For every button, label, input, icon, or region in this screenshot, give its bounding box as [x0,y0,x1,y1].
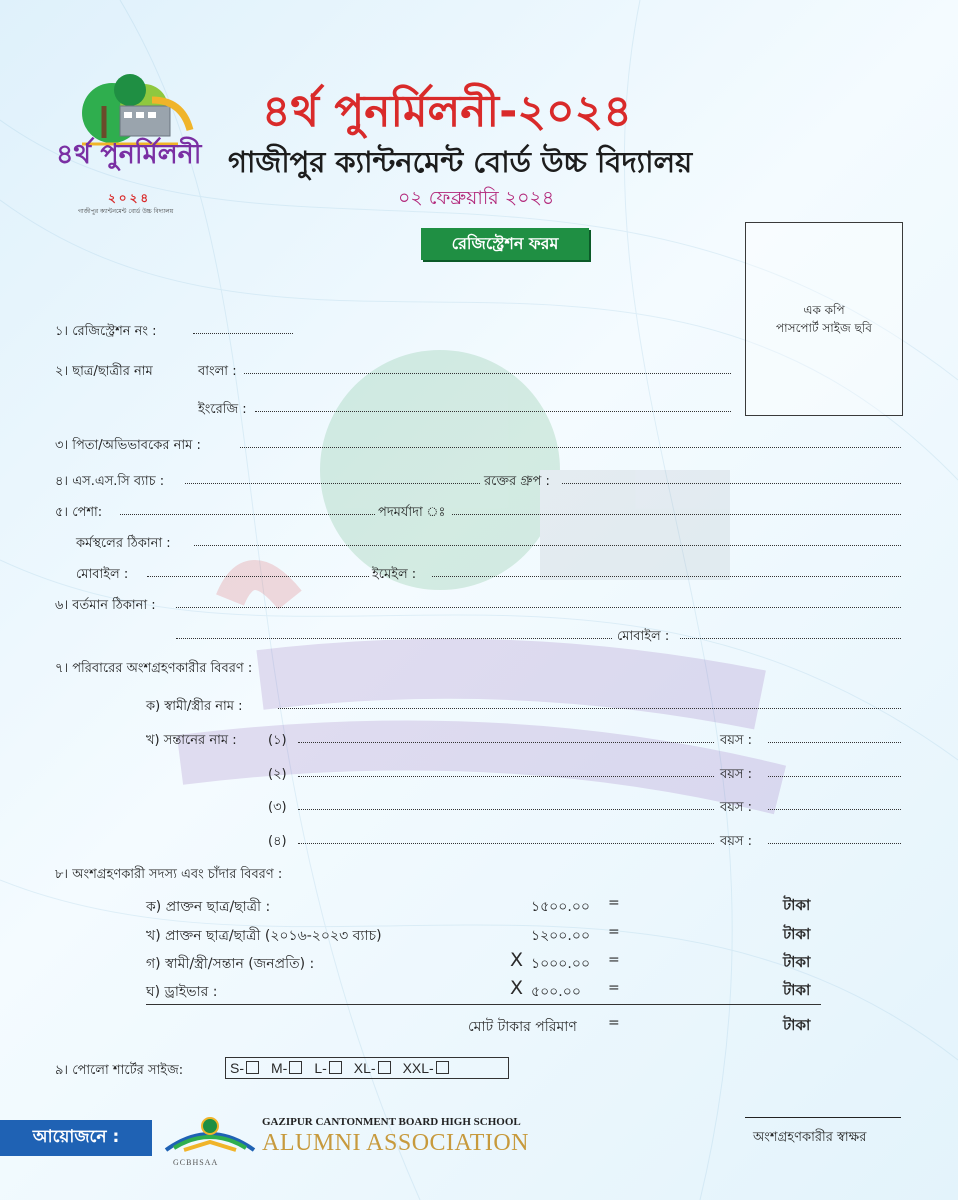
label-children-names: খ) সন্তানের নাম : [146,733,237,748]
size-option-m[interactable] [271,1060,302,1076]
child-number-4: (৪) [268,834,287,849]
organizer-label: আয়োজনে : [0,1120,152,1156]
alumni-school-name: GAZIPUR CANTONMENT BOARD HIGH SCHOOL [262,1116,521,1128]
size-option-s[interactable] [230,1060,259,1076]
size-option-label: S- [230,1060,244,1076]
fee-multiplier: X [510,949,524,971]
size-option-label: M- [271,1060,288,1076]
label-child-4-age: বয়স : [720,834,752,849]
label-workplace: কর্মস্থলের ঠিকানা : [76,536,171,551]
size-option-label: L- [314,1060,327,1076]
label-mobile: মোবাইল : [76,567,129,582]
field-name-bangla[interactable] [244,361,731,374]
child-number-1: (১) [268,733,287,748]
label-child-3-age: বয়স : [720,800,752,815]
field-child-3-age[interactable] [768,797,901,810]
reunion-logo [52,68,202,220]
fee-label: খ) প্রাক্তন ছাত্র/ছাত্রী (২০১৬-২০২৩ ব্যাচ) [146,928,382,944]
field-present-mobile[interactable] [680,626,901,639]
signature-label: অংশগ্রহণকারীর স্বাক্ষর [753,1130,867,1145]
label-child-2-age: বয়স : [720,767,752,782]
field-mobile[interactable] [147,564,369,577]
fee-amount: ১৫০০.০০ [531,899,591,915]
registration-form-badge: রেজিস্ট্রেশন ফরম [421,228,589,260]
alumni-association-name: ALUMNI ASSOCIATION [262,1130,530,1156]
shirt-size-options [225,1057,509,1079]
fee-row [146,980,218,1004]
fee-label: গ) স্বামী/স্ত্রী/সন্তান (জনপ্রতি) : [146,956,315,972]
field-child-2-age[interactable] [768,764,901,777]
label-shirt-size: ৯। পোলো শার্টের সাইজ: [55,1063,184,1078]
fee-row [146,952,314,976]
label-name-english: ইংরেজি : [198,402,247,417]
label-rank: পদমর্যাদা ঃ [378,505,446,520]
label-registration-no: ১। রেজিস্ট্রেশন নং : [55,324,157,339]
logo-year: ২০২৪ [108,191,152,205]
field-child-2-name[interactable] [298,764,714,777]
field-child-4-name[interactable] [298,831,714,844]
label-blood-group: রক্তের গ্রুপ : [484,474,550,489]
passport-photo-box[interactable] [745,222,903,416]
fee-unit: টাকা [783,981,811,999]
field-child-3-name[interactable] [298,797,714,810]
fee-amount: ৫০০.০০ [531,984,581,1000]
fee-unit: টাকা [783,953,811,971]
size-option-xl[interactable] [354,1060,391,1076]
field-present-address-line1[interactable] [176,595,901,608]
fee-total-equals: = [608,1015,620,1031]
field-ssc-batch[interactable] [185,471,480,484]
fee-label: ঘ) ড্রাইভার : [146,984,218,1000]
school-name: গাজীপুর ক্যান্টনমেন্ট বোর্ড উচ্চ বিদ্যালয় [228,145,693,179]
logo-school: গাজীপুর ক্যান্টনমেন্ট বোর্ড উচ্চ বিদ্যালয় [78,208,174,215]
fee-total-unit: টাকা [783,1016,811,1034]
fee-equals: = [608,895,620,911]
fee-equals: = [608,952,620,968]
event-date: ০২ ফেব্রুয়ারি ২০২৪ [398,187,555,209]
alumni-logo-icon [162,1112,258,1156]
field-workplace[interactable] [194,533,901,546]
fee-row [146,924,382,948]
fee-multiplier: X [510,977,524,999]
fee-unit: টাকা [783,925,811,943]
label-child-1-age: বয়স : [720,733,752,748]
field-profession[interactable] [120,502,375,515]
field-child-1-age[interactable] [768,730,901,743]
size-option-xxl[interactable] [403,1060,449,1076]
signature-line[interactable] [745,1117,901,1118]
size-option-label: XL- [353,1060,376,1076]
field-rank[interactable] [452,502,901,515]
fee-amount: ১২০০.০০ [531,928,591,944]
field-child-4-age[interactable] [768,831,901,844]
label-family-participants: ৭। পরিবারের অংশগ্রহণকারীর বিবরণ : [55,661,253,676]
field-blood-group[interactable] [562,471,901,484]
field-registration-no[interactable] [193,321,293,334]
photo-label-line2: পাসপোর্ট সাইজ ছবি [776,321,872,335]
child-number-2: (২) [268,767,287,782]
field-email[interactable] [432,564,901,577]
size-option-label: XXL- [402,1060,434,1076]
fee-equals: = [608,924,620,940]
checkbox-icon[interactable] [378,1061,391,1074]
label-spouse-name: ক) স্বামী/স্ত্রীর নাম : [146,699,243,714]
fee-total-label: মোট টাকার পরিমাণ [468,1019,577,1035]
field-name-english[interactable] [255,399,731,412]
fee-label: ক) প্রাক্তন ছাত্র/ছাত্রী : [146,899,271,915]
field-spouse-name[interactable] [278,696,901,709]
label-fee-details: ৮। অংশগ্রহণকারী সদস্য এবং চাঁদার বিবরণ : [55,867,283,882]
field-child-1-name[interactable] [298,730,714,743]
label-present-mobile: মোবাইল : [617,629,670,644]
checkbox-icon[interactable] [289,1061,302,1074]
alumni-abbreviation: GCBHSAA [173,1158,219,1167]
field-present-address-line2[interactable] [176,626,612,639]
label-ssc-batch: ৪। এস.এস.সি ব্যাচ : [55,474,165,489]
logo-title: ৪র্থ পুনর্মিলনী [56,139,202,170]
fee-unit: টাকা [783,896,811,914]
label-present-address: ৬। বর্তমান ঠিকানা : [55,598,156,613]
child-number-3: (৩) [268,800,287,815]
field-guardian-name[interactable] [240,435,901,448]
photo-label-line1: এক কপি [803,303,845,317]
checkbox-icon[interactable] [329,1061,342,1074]
label-student-name: ২। ছাত্র/ছাত্রীর নাম [55,364,153,379]
fee-total-divider [146,1004,821,1005]
label-guardian-name: ৩। পিতা/অভিভাবকের নাম : [55,438,201,453]
fee-row [146,895,270,919]
label-profession: ৫। পেশা: [55,505,103,520]
fee-amount: ১০০০.০০ [531,956,591,972]
label-name-bangla: বাংলা : [198,364,237,379]
checkbox-icon[interactable] [436,1061,449,1074]
page-title: ৪র্থ পুনর্মিলনী-২০২৪ [262,86,632,137]
fee-equals: = [608,980,620,996]
label-email: ইমেইল : [372,567,417,582]
checkbox-icon[interactable] [246,1061,259,1074]
size-option-l[interactable] [314,1060,341,1076]
